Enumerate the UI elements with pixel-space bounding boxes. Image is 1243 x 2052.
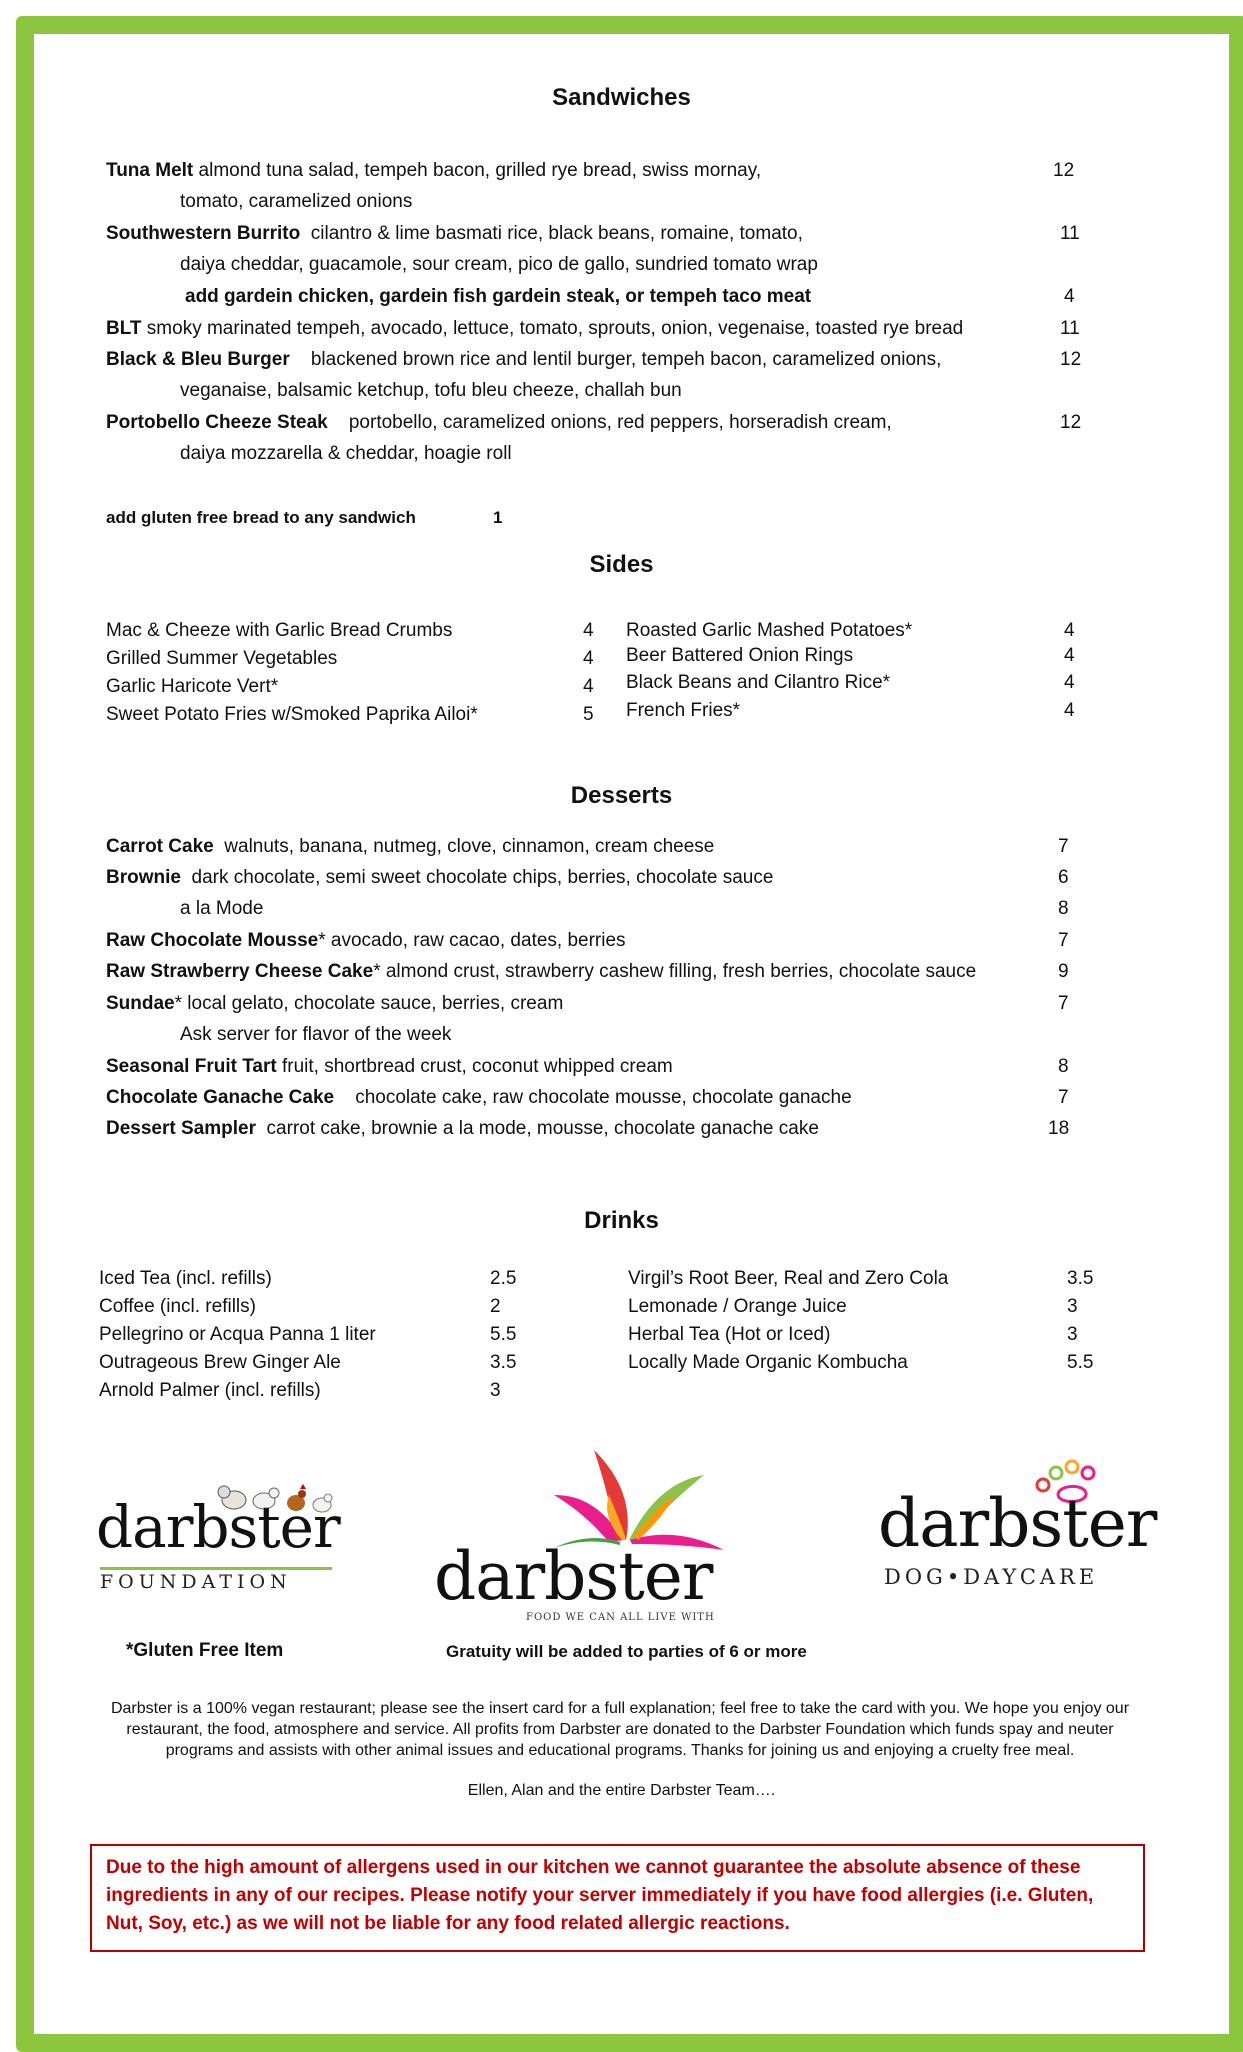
darbster-foundation-logo [96,1465,346,1593]
price: 3 [1067,1324,1078,1345]
price: 8 [1058,1056,1069,1077]
drink-item: Virgil’s Root Beer, Real and Zero Cola [628,1268,949,1289]
item-desc: dark chocolate, semi sweet chocolate chips, berries, chocolate sauce [191,867,774,888]
logo-wordmark: darbster [878,1485,1157,1562]
menu-item-black-bleu-burger [106,349,941,371]
item-desc: walnuts, banana, nutmeg, clove, cinnamon, cream cheese [224,836,715,857]
drink-item: Coffee (incl. refills) [99,1296,256,1317]
price: 7 [1058,836,1069,857]
item-desc: blackened brown rice and lentil burger, tempeh bacon, caramelized onions, [310,349,942,370]
price: 12 [1060,412,1082,433]
item-name: Sundae [106,993,175,1014]
price: 3.5 [1067,1268,1094,1289]
price: 4 [1064,672,1075,693]
item-name: Carrot Cake [106,836,214,857]
menu-item-raw-strawberry-cheese-cake [106,961,976,983]
menu-item-carrot-cake [106,836,714,858]
gratuity-note: Gratuity will be added to parties of 6 or more [446,1642,807,1661]
price: 7 [1058,993,1069,1014]
item-name: Dessert Sampler [106,1118,256,1139]
item-desc: * almond crust, strawberry cashew filling, fresh berries, chocolate sauce [373,961,977,982]
price: 4 [1064,620,1075,641]
gluten-free-bread-note: add gluten free bread to any sandwich [106,508,416,527]
logo-underline [100,1567,332,1570]
item-desc: smoky marinated tempeh, avocado, lettuce, tomato, sprouts, onion, vegenaise, toasted rye bread [141,318,964,339]
side-item: Roasted Garlic Mashed Potatoes* [626,620,913,641]
item-name: Raw Strawberry Cheese Cake [106,961,374,982]
price: 3.5 [490,1352,517,1373]
gluten-free-legend: *Gluten Free Item [126,1640,284,1661]
side-item: Black Beans and Cilantro Rice* [626,672,891,693]
drink-item: Locally Made Organic Kombucha [628,1352,908,1373]
price: 3 [1067,1296,1078,1317]
allergy-warning-box [90,1844,1145,1952]
item-name: Black & Bleu Burger [106,349,290,370]
item-name: Brownie [106,867,181,888]
price: 2 [490,1296,501,1317]
price: 8 [1058,898,1069,919]
price: 6 [1058,867,1069,888]
price: 12 [1060,349,1082,370]
allergy-warning-text: Due to the high amount of allergens used in our kitchen we cannot guarantee the absolute absence of these ingredients in any of our recipes. Please notify your server immediately if you have food allergies (i.e. Gluten, Nut, Soy, etc.) as we will not be liable for any food related allergic reactions. [106,1857,1094,1934]
sundae-flavor-note: Ask server for flavor of the week [180,1024,452,1045]
menu-item-dessert-sampler [106,1118,819,1140]
about-paragraph: Darbster is a 100% vegan restaurant; please see the insert card for a full explanation; feel free to take the card with you. We hope you enjoy our restaurant, the food, atmosphere and service. All profits from Darbster are donated to the Darbster Foundation which funds spay and neuter programs and assists with other animal issues and educational programs. Thanks for joining us and enjoying a cruelty free meal. [110,1700,1130,1759]
side-item: Garlic Haricote Vert* [106,676,279,697]
drink-item: Iced Tea (incl. refills) [99,1268,272,1289]
logo-subtitle: DOG•DAYCARE [884,1565,1099,1589]
darbster-restaurant-logo [434,1440,754,1623]
price: 4 [1064,645,1075,666]
item-desc: fruit, shortbread crust, coconut whipped cream [276,1056,673,1077]
drink-item: Herbal Tea (Hot or Iced) [628,1324,831,1345]
desserts-heading: Desserts [570,782,673,809]
signature: Ellen, Alan and the entire Darbster Team…. [467,1782,776,1799]
price: 4 [583,620,594,641]
side-item: Beer Battered Onion Rings [626,645,854,666]
burrito-addon: add gardein chicken, gardein fish gardein steak, or tempeh taco meat [185,286,812,307]
price: 5.5 [490,1324,517,1345]
item-desc: chocolate cake, raw chocolate mousse, chocolate ganache [355,1087,852,1108]
drink-item: Lemonade / Orange Juice [628,1296,847,1317]
price: 1 [493,508,503,527]
brownie-a-la-mode: a la Mode [180,898,264,919]
drink-item: Arnold Palmer (incl. refills) [99,1380,321,1401]
price: 3 [490,1380,501,1401]
sandwiches-heading: Sandwiches [552,84,691,111]
price: 4 [1064,700,1075,721]
price: 5 [583,704,594,725]
item-name: Portobello Cheeze Steak [106,412,328,433]
item-desc: * local gelato, chocolate sauce, berries, cream [174,993,564,1014]
item-name: Chocolate Ganache Cake [106,1087,335,1108]
price: 5.5 [1067,1352,1094,1373]
menu-item-seasonal-fruit-tart [106,1056,673,1078]
logo-wordmark: darbster [96,1493,340,1561]
item-desc: * avocado, raw cacao, dates, berries [318,930,626,951]
side-item: Grilled Summer Vegetables [106,648,338,669]
menu-item-tuna-melt [106,160,761,182]
item-desc: carrot cake, brownie a la mode, mousse, chocolate ganache cake [266,1118,819,1139]
side-item: French Fries* [626,700,741,721]
darbster-dog-daycare-logo [878,1455,1168,1595]
item-desc: portobello, caramelized onions, red peppers, horseradish cream, [348,412,892,433]
item-desc-cont: daiya cheddar, guacamole, sour cream, pico de gallo, sundried tomato wrap [180,254,818,275]
logo-tagline: FOOD WE CAN ALL LIVE WITH [526,1612,715,1623]
price: 18 [1048,1118,1070,1139]
price: 11 [1060,318,1080,339]
price: 12 [1053,160,1075,181]
drink-item: Outrageous Brew Ginger Ale [99,1352,341,1373]
item-desc-cont: veganaise, balsamic ketchup, tofu bleu cheeze, challah bun [180,380,682,401]
item-name: Seasonal Fruit Tart [106,1056,277,1077]
logo-subtitle: FOUNDATION [100,1571,292,1593]
side-item: Sweet Potato Fries w/Smoked Paprika Ailoi* [106,704,478,725]
price: 4 [1064,286,1075,307]
menu-item-portobello [106,412,892,434]
price: 7 [1058,930,1069,951]
menu-item-brownie [106,867,773,889]
leaf-flower-icon [434,1440,754,1550]
item-name: Southwestern Burrito [106,223,301,244]
price: 11 [1060,223,1080,244]
menu-item-chocolate-ganache-cake [106,1087,852,1109]
item-desc: almond tuna salad, tempeh bacon, grilled rye bread, swiss mornay, [193,160,762,181]
item-desc-cont: daiya mozzarella & cheddar, hoagie roll [180,443,512,464]
price: 4 [583,676,594,697]
menu-item-blt [106,318,963,340]
item-name: Tuna Melt [106,160,194,181]
sides-heading: Sides [589,551,654,578]
drink-item: Pellegrino or Acqua Panna 1 liter [99,1324,376,1345]
side-item: Mac & Cheeze with Garlic Bread Crumbs [106,620,453,641]
price: 7 [1058,1087,1069,1108]
item-name: BLT [106,318,142,339]
logo-wordmark: darbster [434,1538,713,1615]
price: 9 [1058,961,1069,982]
menu-item-sundae [106,993,563,1015]
item-name: Raw Chocolate Mousse [106,930,319,951]
item-desc-cont: tomato, caramelized onions [180,191,413,212]
menu-item-southwestern-burrito [106,223,803,245]
price: 4 [583,648,594,669]
drinks-heading: Drinks [584,1207,659,1234]
price: 2.5 [490,1268,517,1289]
item-desc: cilantro & lime basmati rice, black beans, romaine, tomato, [310,223,803,244]
menu-item-raw-chocolate-mousse [106,930,626,952]
